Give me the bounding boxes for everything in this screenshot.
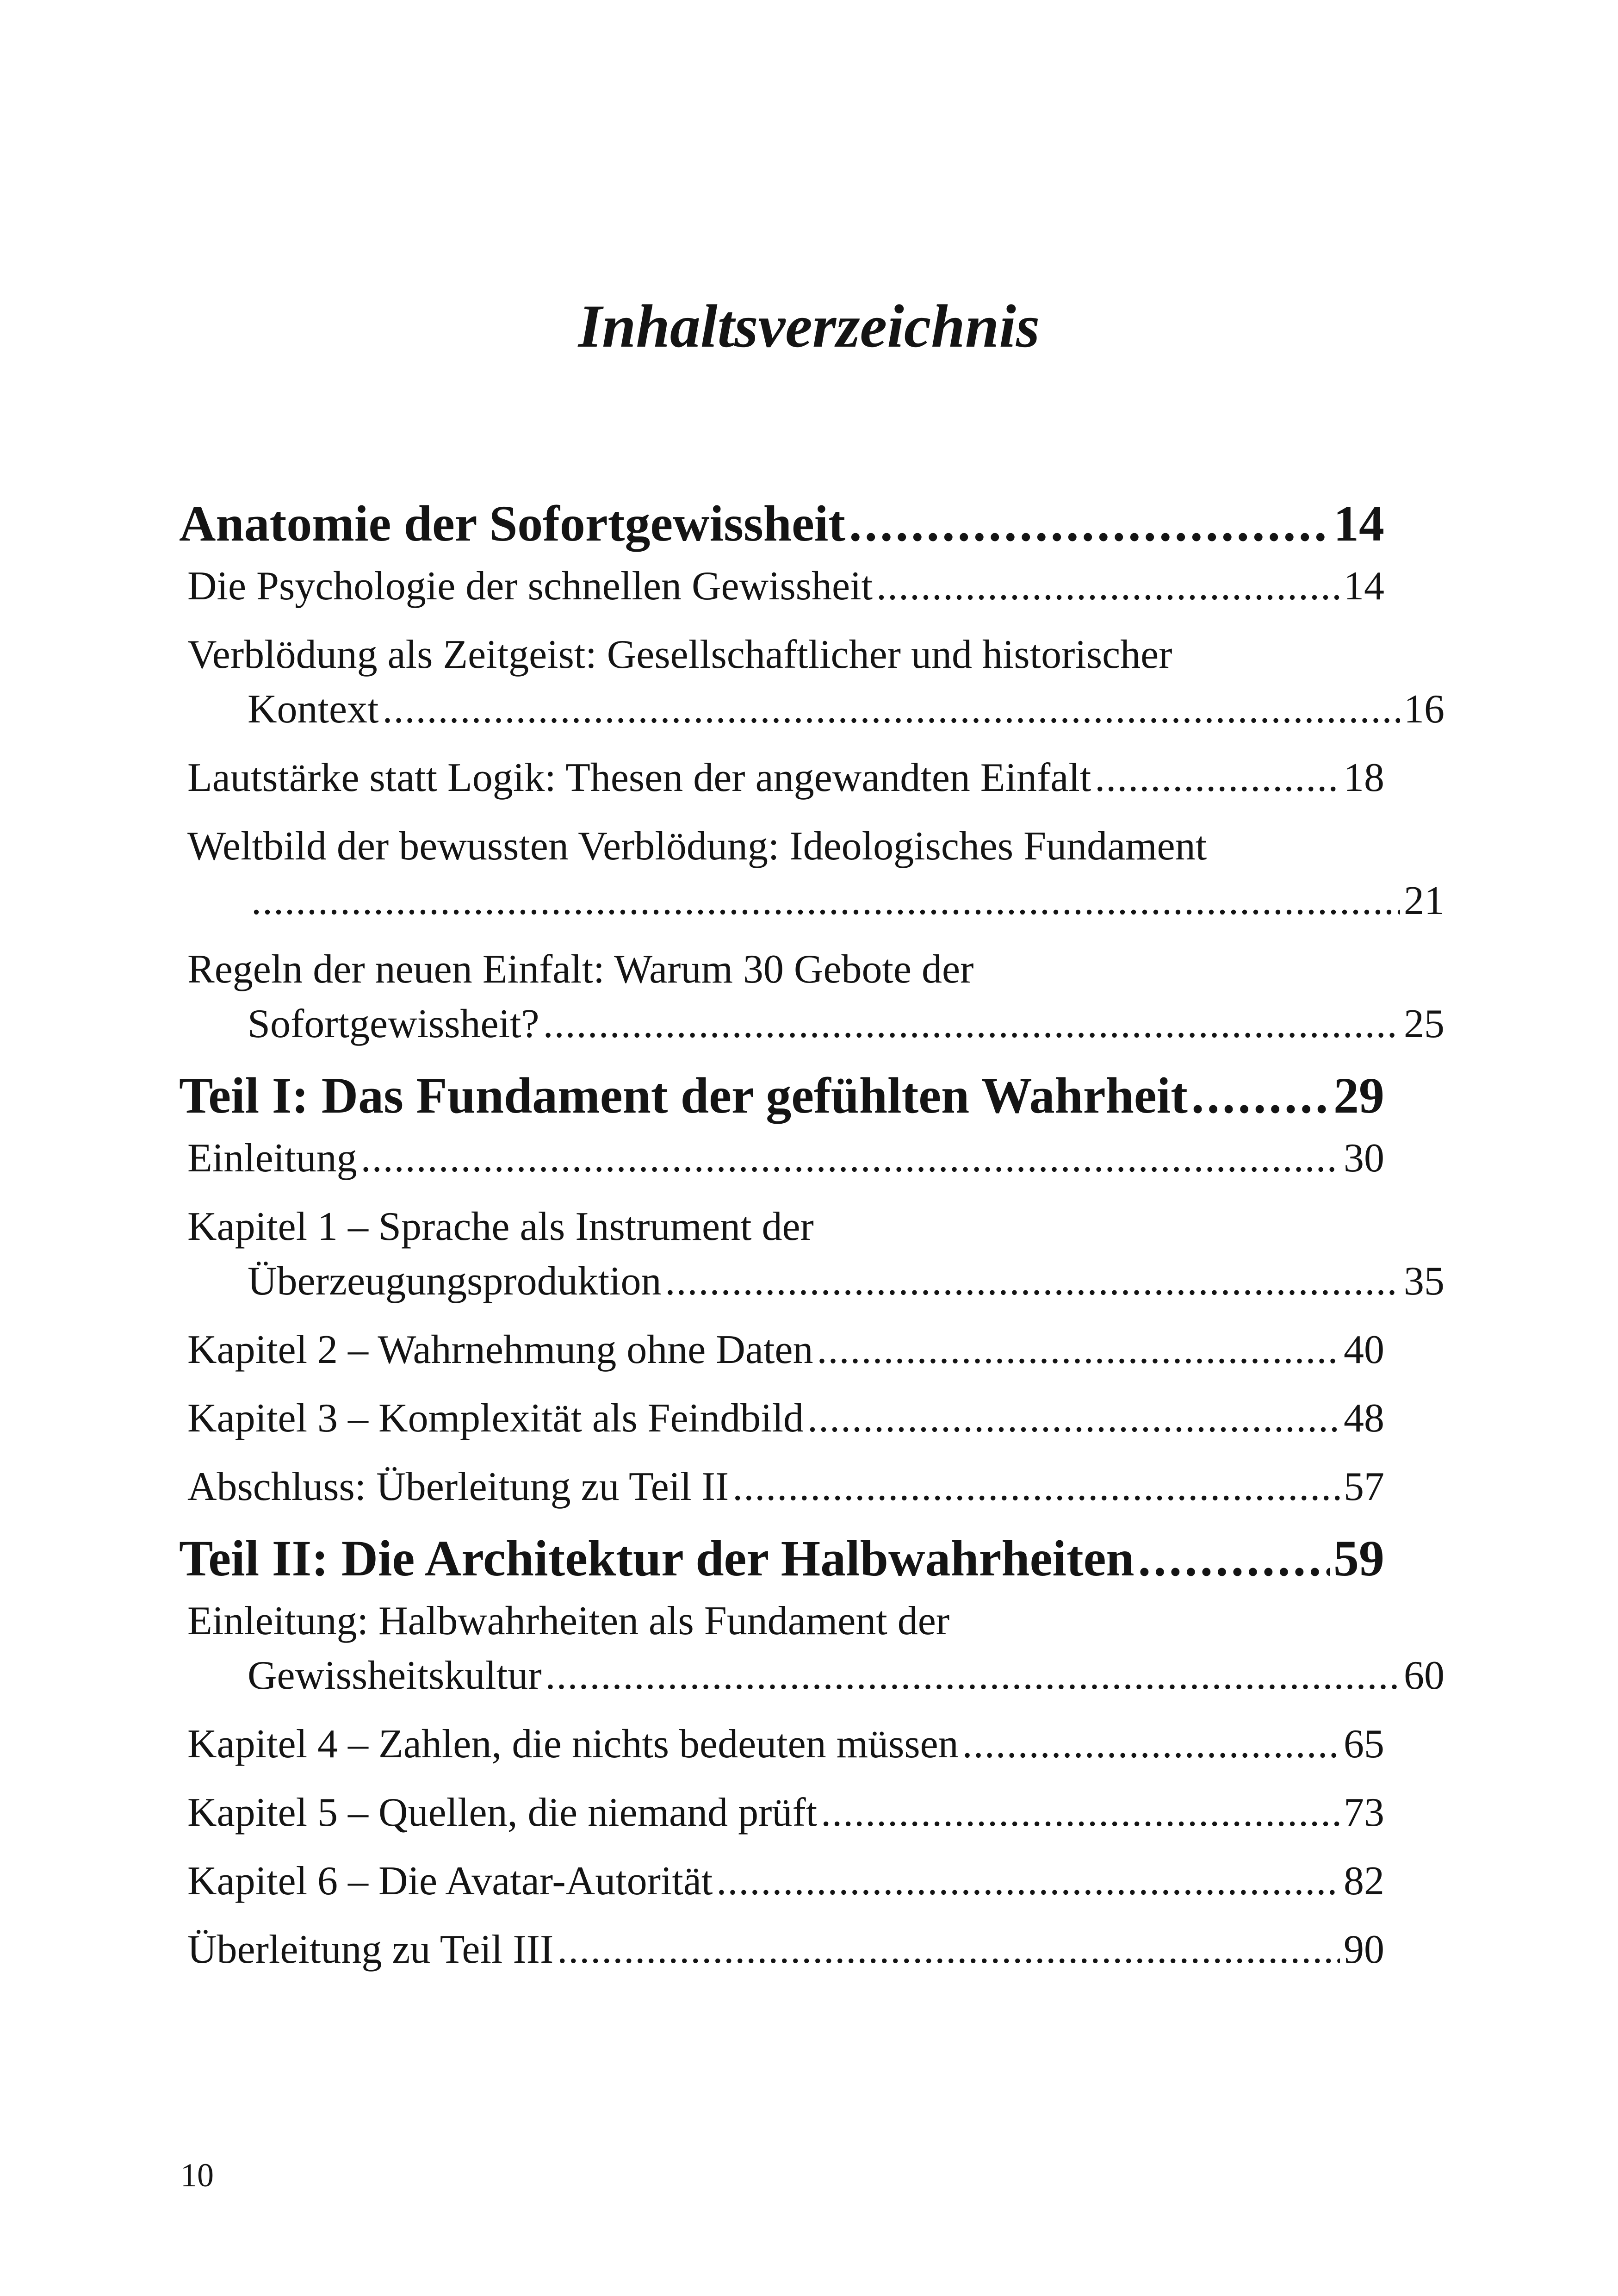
toc-entry-label: Kapitel 4 – Zahlen, die nichts bedeuten müssen: [187, 1722, 959, 1767]
toc-entry[interactable]: [179, 1923, 1384, 1977]
toc-entry[interactable]: [179, 628, 1444, 737]
toc-entry-page: 59: [1333, 1530, 1384, 1587]
toc-entry-page: 35: [1404, 1259, 1444, 1304]
toc-entry-page: 48: [1344, 1396, 1384, 1441]
toc-entry-page: 60: [1404, 1653, 1444, 1698]
toc-entry-label: Teil I: Das Fundament der gefühlten Wahrheit: [179, 1067, 1188, 1124]
toc-entry-label-line2: Überzeugungsproduktion: [248, 1259, 662, 1304]
toc-entry[interactable]: [179, 1854, 1384, 1909]
toc-entry-page: 29: [1333, 1067, 1384, 1124]
toc-entry-label: Kapitel 6 – Die Avatar-Autorität: [187, 1859, 713, 1904]
dot-leader: [665, 1254, 1400, 1309]
toc-entry-page: 30: [1344, 1136, 1384, 1181]
toc-entry-label-line1: Verblödung als Zeitgeist: Gesellschaftlicher und historischer: [187, 632, 1172, 677]
toc-entry-label-line2: Sofortgewissheit?: [248, 1002, 539, 1046]
toc-part-entry[interactable]: [179, 1065, 1384, 1126]
toc-entry-page: 65: [1344, 1722, 1384, 1767]
dot-leader: [876, 559, 1340, 614]
toc-entry[interactable]: [179, 1131, 1384, 1186]
toc-entry-label-line1: Weltbild der bewussten Verblödung: Ideologisches Fundament: [187, 824, 1207, 869]
toc-entry-page: 73: [1344, 1790, 1384, 1835]
toc-entry-page: 18: [1344, 755, 1384, 800]
page-number: 10: [180, 2157, 214, 2194]
toc-entry[interactable]: [179, 1323, 1384, 1377]
toc-entry-page: 25: [1404, 1002, 1444, 1046]
toc-entry[interactable]: [179, 751, 1384, 805]
toc-entry-page: 14: [1333, 495, 1384, 552]
toc-entry[interactable]: [179, 1391, 1384, 1446]
toc-entry-label: Die Psychologie der schnellen Gewissheit: [187, 564, 873, 609]
toc-entry-label-line1: Regeln der neuen Einfalt: Warum 30 Gebote der: [187, 947, 974, 992]
dot-leader: [557, 1923, 1340, 1977]
dot-leader: [361, 1131, 1340, 1186]
toc-entry-label-line1: Kapitel 1 – Sprache als Instrument der: [187, 1204, 814, 1249]
toc-entry-page: 21: [1404, 878, 1444, 923]
toc-entry[interactable]: [179, 559, 1384, 614]
toc-entry-label: Kapitel 2 – Wahrnehmung ohne Daten: [187, 1327, 813, 1372]
dot-leader: [716, 1854, 1340, 1909]
toc-entry[interactable]: [179, 1594, 1444, 1703]
dot-leader: [1095, 751, 1340, 805]
dot-leader: [1138, 1528, 1330, 1588]
toc-entry-label: Anatomie der Sofortgewissheit: [179, 495, 845, 552]
toc-entry-label-line2: Gewissheitskultur: [248, 1653, 542, 1698]
dot-leader: [383, 682, 1400, 737]
dot-leader: [962, 1717, 1340, 1772]
dot-leader: [543, 997, 1400, 1052]
toc-entry-label: Kapitel 3 – Komplexität als Feindbild: [187, 1396, 804, 1441]
dot-leader: [546, 1649, 1400, 1703]
toc-entry-label: Überleitung zu Teil III: [187, 1927, 554, 1972]
toc-entry-page: 40: [1344, 1327, 1384, 1372]
toc-entry[interactable]: [179, 1717, 1384, 1772]
toc-entry-page: 82: [1344, 1859, 1384, 1904]
toc-entry-label: Lautstärke statt Logik: Thesen der angewandten Einfalt: [187, 755, 1091, 800]
page-title: Inhaltsverzeichnis: [578, 292, 1040, 360]
dot-leader: [849, 493, 1330, 554]
toc-entry-label: Teil II: Die Architektur der Halbwahrheiten: [179, 1530, 1134, 1587]
toc-entry[interactable]: [179, 819, 1444, 928]
dot-leader: [1191, 1065, 1330, 1126]
toc-entry[interactable]: [179, 942, 1444, 1052]
toc-entry[interactable]: [179, 1200, 1444, 1309]
toc-part-entry[interactable]: [179, 1528, 1384, 1588]
dot-leader: [732, 1460, 1340, 1514]
toc-entry-label: Abschluss: Überleitung zu Teil II: [187, 1464, 729, 1509]
toc-entry-page: 90: [1344, 1927, 1384, 1972]
toc-entry-page: 57: [1344, 1464, 1384, 1509]
dot-leader: [251, 874, 1400, 928]
dot-leader: [807, 1391, 1340, 1446]
dot-leader: [821, 1786, 1340, 1840]
toc-entry-label: Kapitel 5 – Quellen, die niemand prüft: [187, 1790, 818, 1835]
toc-entry-page: 14: [1344, 564, 1384, 609]
toc-entry[interactable]: [179, 1786, 1384, 1840]
dot-leader: [817, 1323, 1340, 1377]
toc-entry[interactable]: [179, 1460, 1384, 1514]
table-of-contents: [179, 481, 1444, 1991]
toc-part-entry[interactable]: [179, 493, 1384, 554]
toc-entry-page: 16: [1404, 687, 1444, 732]
toc-entry-label-line2: Kontext: [248, 687, 379, 732]
toc-entry-label: Einleitung: [187, 1136, 357, 1181]
toc-entry-label-line1: Einleitung: Halbwahrheiten als Fundament der: [187, 1599, 950, 1643]
